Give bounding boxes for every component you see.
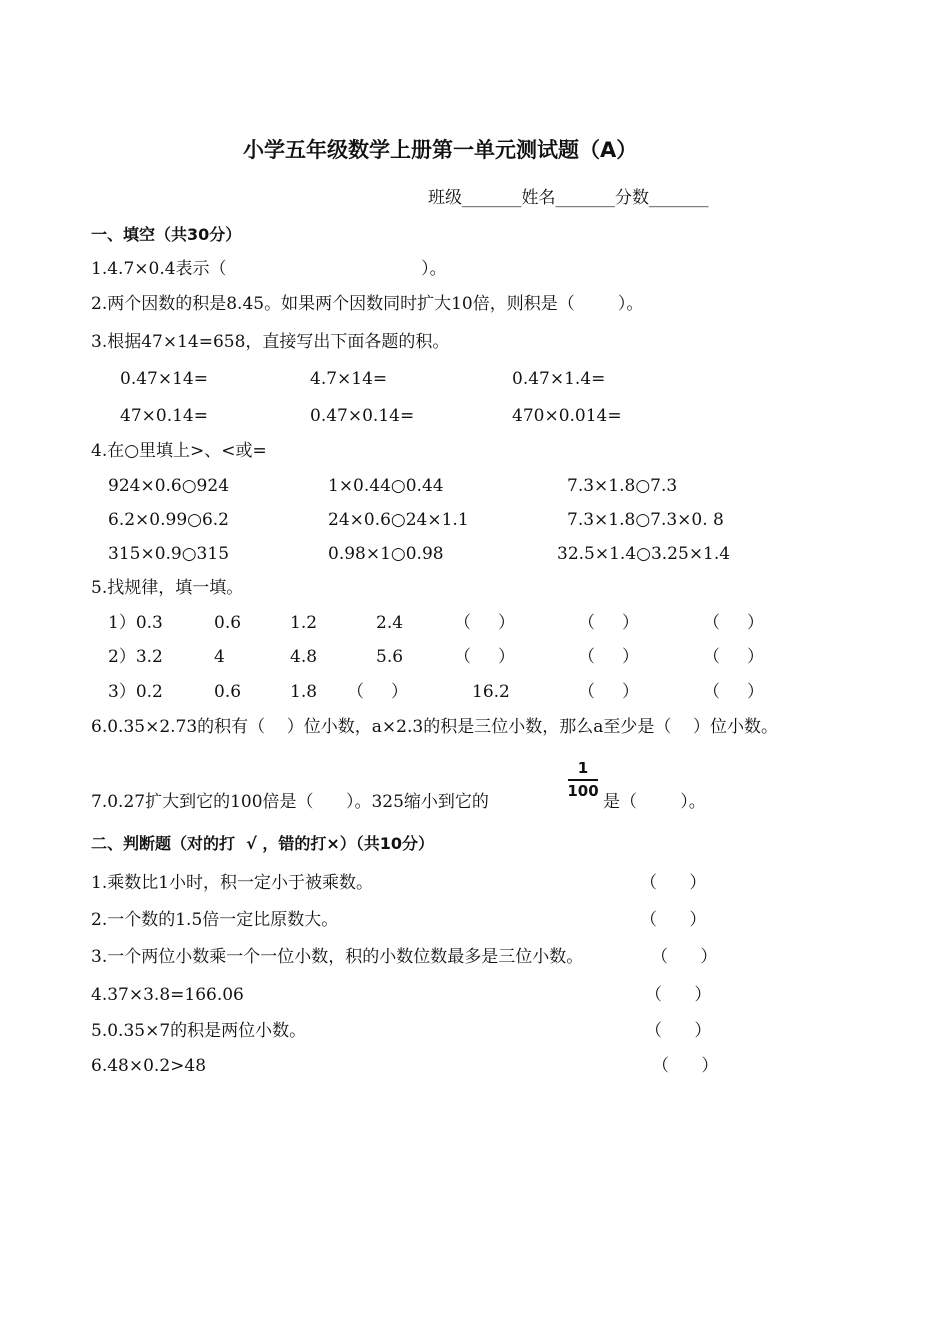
fraction-bar <box>568 779 598 781</box>
q5-cell: 4.8 <box>290 647 318 667</box>
q4-item: 1×0.44○0.44 <box>328 476 444 496</box>
q5-cell: 0.6 <box>214 613 242 633</box>
judge-item: 4.37×3.8=166.06 <box>91 985 244 1005</box>
q5-cell: （ ） <box>703 613 765 633</box>
judge-blank: （ ） <box>651 947 718 967</box>
q5-cell: （ ） <box>578 647 640 667</box>
q3-item: 0.47×0.14= <box>310 406 415 426</box>
section1-heading: 一、填空（共30分） <box>91 225 242 244</box>
q4-item: 7.3×1.8○7.3 <box>567 476 678 496</box>
judge-item: 2.一个数的1.5倍一定比原数大。 <box>91 910 339 930</box>
q5-cell: （ ） <box>454 647 516 667</box>
q4-item: 24×0.6○24×1.1 <box>328 510 469 530</box>
q4-item: 924×0.6○924 <box>108 476 230 496</box>
question-5: 5.找规律，填一填。 <box>91 578 244 598</box>
question-7-part2: 是（ ）。 <box>603 792 706 812</box>
q5-cell: 0.6 <box>214 682 242 702</box>
q5-cell: 16.2 <box>472 682 510 702</box>
q4-item: 315×0.9○315 <box>108 544 230 564</box>
q5-cell: 3）0.2 <box>108 682 163 702</box>
fraction-denominator: 100 <box>567 782 599 800</box>
q3-item: 47×0.14= <box>120 406 208 426</box>
q5-cell: （ ） <box>703 647 765 667</box>
q4-item: 6.2×0.99○6.2 <box>108 510 230 530</box>
judge-item: 3.一个两位小数乘一个一位小数，积的小数位数最多是三位小数。 <box>91 947 584 967</box>
judge-blank: （ ） <box>645 1021 712 1041</box>
student-info-line: 班级_______姓名_______分数_______ <box>428 188 709 208</box>
q4-item: 7.3×1.8○7.3×0. 8 <box>567 510 724 530</box>
page-title: 小学五年级数学上册第一单元测试题（A） <box>243 138 638 162</box>
section2-heading: 二、判断题（对的打 √ ，错的打×）（共10分） <box>91 834 435 853</box>
judge-blank: （ ） <box>652 1056 719 1076</box>
q5-cell: （ ） <box>578 682 640 702</box>
judge-item: 6.48×0.2>48 <box>91 1056 207 1076</box>
question-1: 1.4.7×0.4表示（ ）。 <box>91 259 447 279</box>
q5-cell: 1.8 <box>290 682 318 702</box>
judge-item: 5.0.35×7的积是两位小数。 <box>91 1021 307 1041</box>
question-3: 3.根据47×14=658，直接写出下面各题的积。 <box>91 332 450 352</box>
judge-blank: （ ） <box>645 985 712 1005</box>
question-7-part1: 7.0.27扩大到它的100倍是（ ）。325缩小到它的 <box>91 792 489 812</box>
q5-cell: （ ） <box>578 613 640 633</box>
judge-blank: （ ） <box>640 910 707 930</box>
q5-cell: 5.6 <box>376 647 404 667</box>
q5-cell: 1.2 <box>290 613 318 633</box>
question-6: 6.0.35×2.73的积有（ ）位小数，a×2.3的积是三位小数，那么a至少是（ ）位小数。 <box>91 717 778 737</box>
fraction-one-hundredth <box>566 761 600 799</box>
q4-item: 0.98×1○0.98 <box>328 544 444 564</box>
fraction-numerator: 1 <box>577 759 589 777</box>
q5-cell: 2.4 <box>376 613 404 633</box>
q5-cell: （ ） <box>347 682 409 702</box>
q5-cell: （ ） <box>703 682 765 702</box>
q3-item: 4.7×14= <box>310 369 388 389</box>
q3-item: 0.47×1.4= <box>512 369 606 389</box>
q4-item: 32.5×1.4○3.25×1.4 <box>557 544 731 564</box>
question-4: 4.在○里填上>、<或= <box>91 441 267 461</box>
q3-item: 470×0.014= <box>512 406 622 426</box>
q5-cell: 1）0.3 <box>108 613 163 633</box>
q5-cell: （ ） <box>454 613 516 633</box>
judge-item: 1.乘数比1小时，积一定小于被乘数。 <box>91 873 374 893</box>
q5-cell: 4 <box>214 647 225 667</box>
judge-blank: （ ） <box>640 873 707 893</box>
q3-item: 0.47×14= <box>120 369 208 389</box>
question-2: 2.两个因数的积是8.45。如果两个因数同时扩大10倍，则积是（ ）。 <box>91 294 644 314</box>
q5-cell: 2）3.2 <box>108 647 163 667</box>
